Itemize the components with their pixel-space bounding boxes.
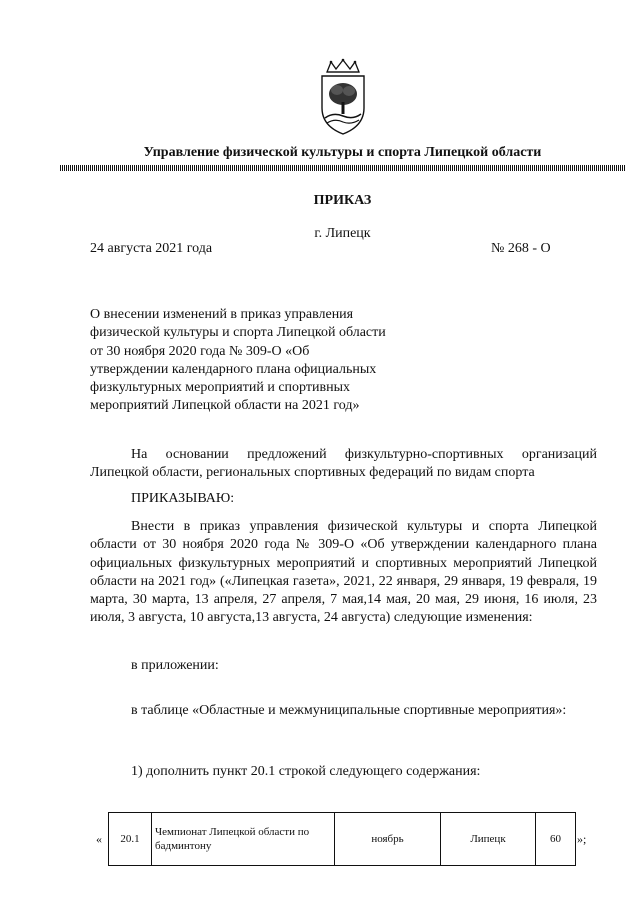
- close-quote: »;: [577, 832, 587, 846]
- document-number: № 268 - О: [491, 241, 551, 256]
- organization-title: Управление физической культуры и спорта Липецкой области: [143, 145, 542, 160]
- document-type: ПРИКАЗ: [313, 193, 372, 208]
- cell-number: 20.1: [109, 813, 152, 866]
- document-subject: О внесении изменений в приказ управления физической культуры и спорта Липецкой области от 30 ноября 2020 года № 309-О «Об утверждении календарного плана официальных физкультурных мероприятий и спортивных мероприятий Липецкой области на 2021 год»: [90, 307, 386, 414]
- amendment-paragraph: Внести в приказ управления физической культуры и спорта Липецкой области от 30 ноября 2020 года № 309-О «Об утверждении календарного плана официальных физкультурных мероприятий и спортивных мероприятий Липецкой области на 2021 год» («Липецкая газета», 2021, 22 января, 29 января, 19 февраля, 19 марта, 30 марта, 13 апреля, 27 апреля, 7 мая,14 мая, 20 мая, 29 июня, 16 июля, 23 июля, 3 августа, 10 августа,13 августа, 24 августа) следующие изменения:: [90, 519, 597, 626]
- events-table: [108, 812, 576, 866]
- cell-month: ноябрь: [335, 813, 441, 866]
- header-divider: [60, 165, 625, 171]
- coat-of-arms-icon: [313, 58, 373, 136]
- table-reference-paragraph: в таблице «Областные и межмуниципальные спортивные мероприятия»:: [131, 703, 567, 718]
- cell-count: 60: [536, 813, 576, 866]
- order-word: ПРИКАЗЫВАЮ:: [131, 491, 235, 506]
- point-line: 1) дополнить пункт 20.1 строкой следующего содержания:: [131, 764, 481, 779]
- appendix-line: в приложении:: [131, 658, 219, 673]
- table-row: [109, 813, 576, 866]
- basis-paragraph: На основании предложений физкультурно-спортивных организаций Липецкой области, региональных спортивных федераций по видам спорта: [90, 447, 597, 481]
- document-city: г. Липецк: [314, 226, 371, 241]
- open-quote: «: [96, 832, 102, 846]
- document-date: 24 августа 2021 года: [90, 241, 213, 256]
- cell-place: Липецк: [441, 813, 536, 866]
- cell-event-name: Чемпионат Липецкой области по бадминтону: [152, 813, 335, 866]
